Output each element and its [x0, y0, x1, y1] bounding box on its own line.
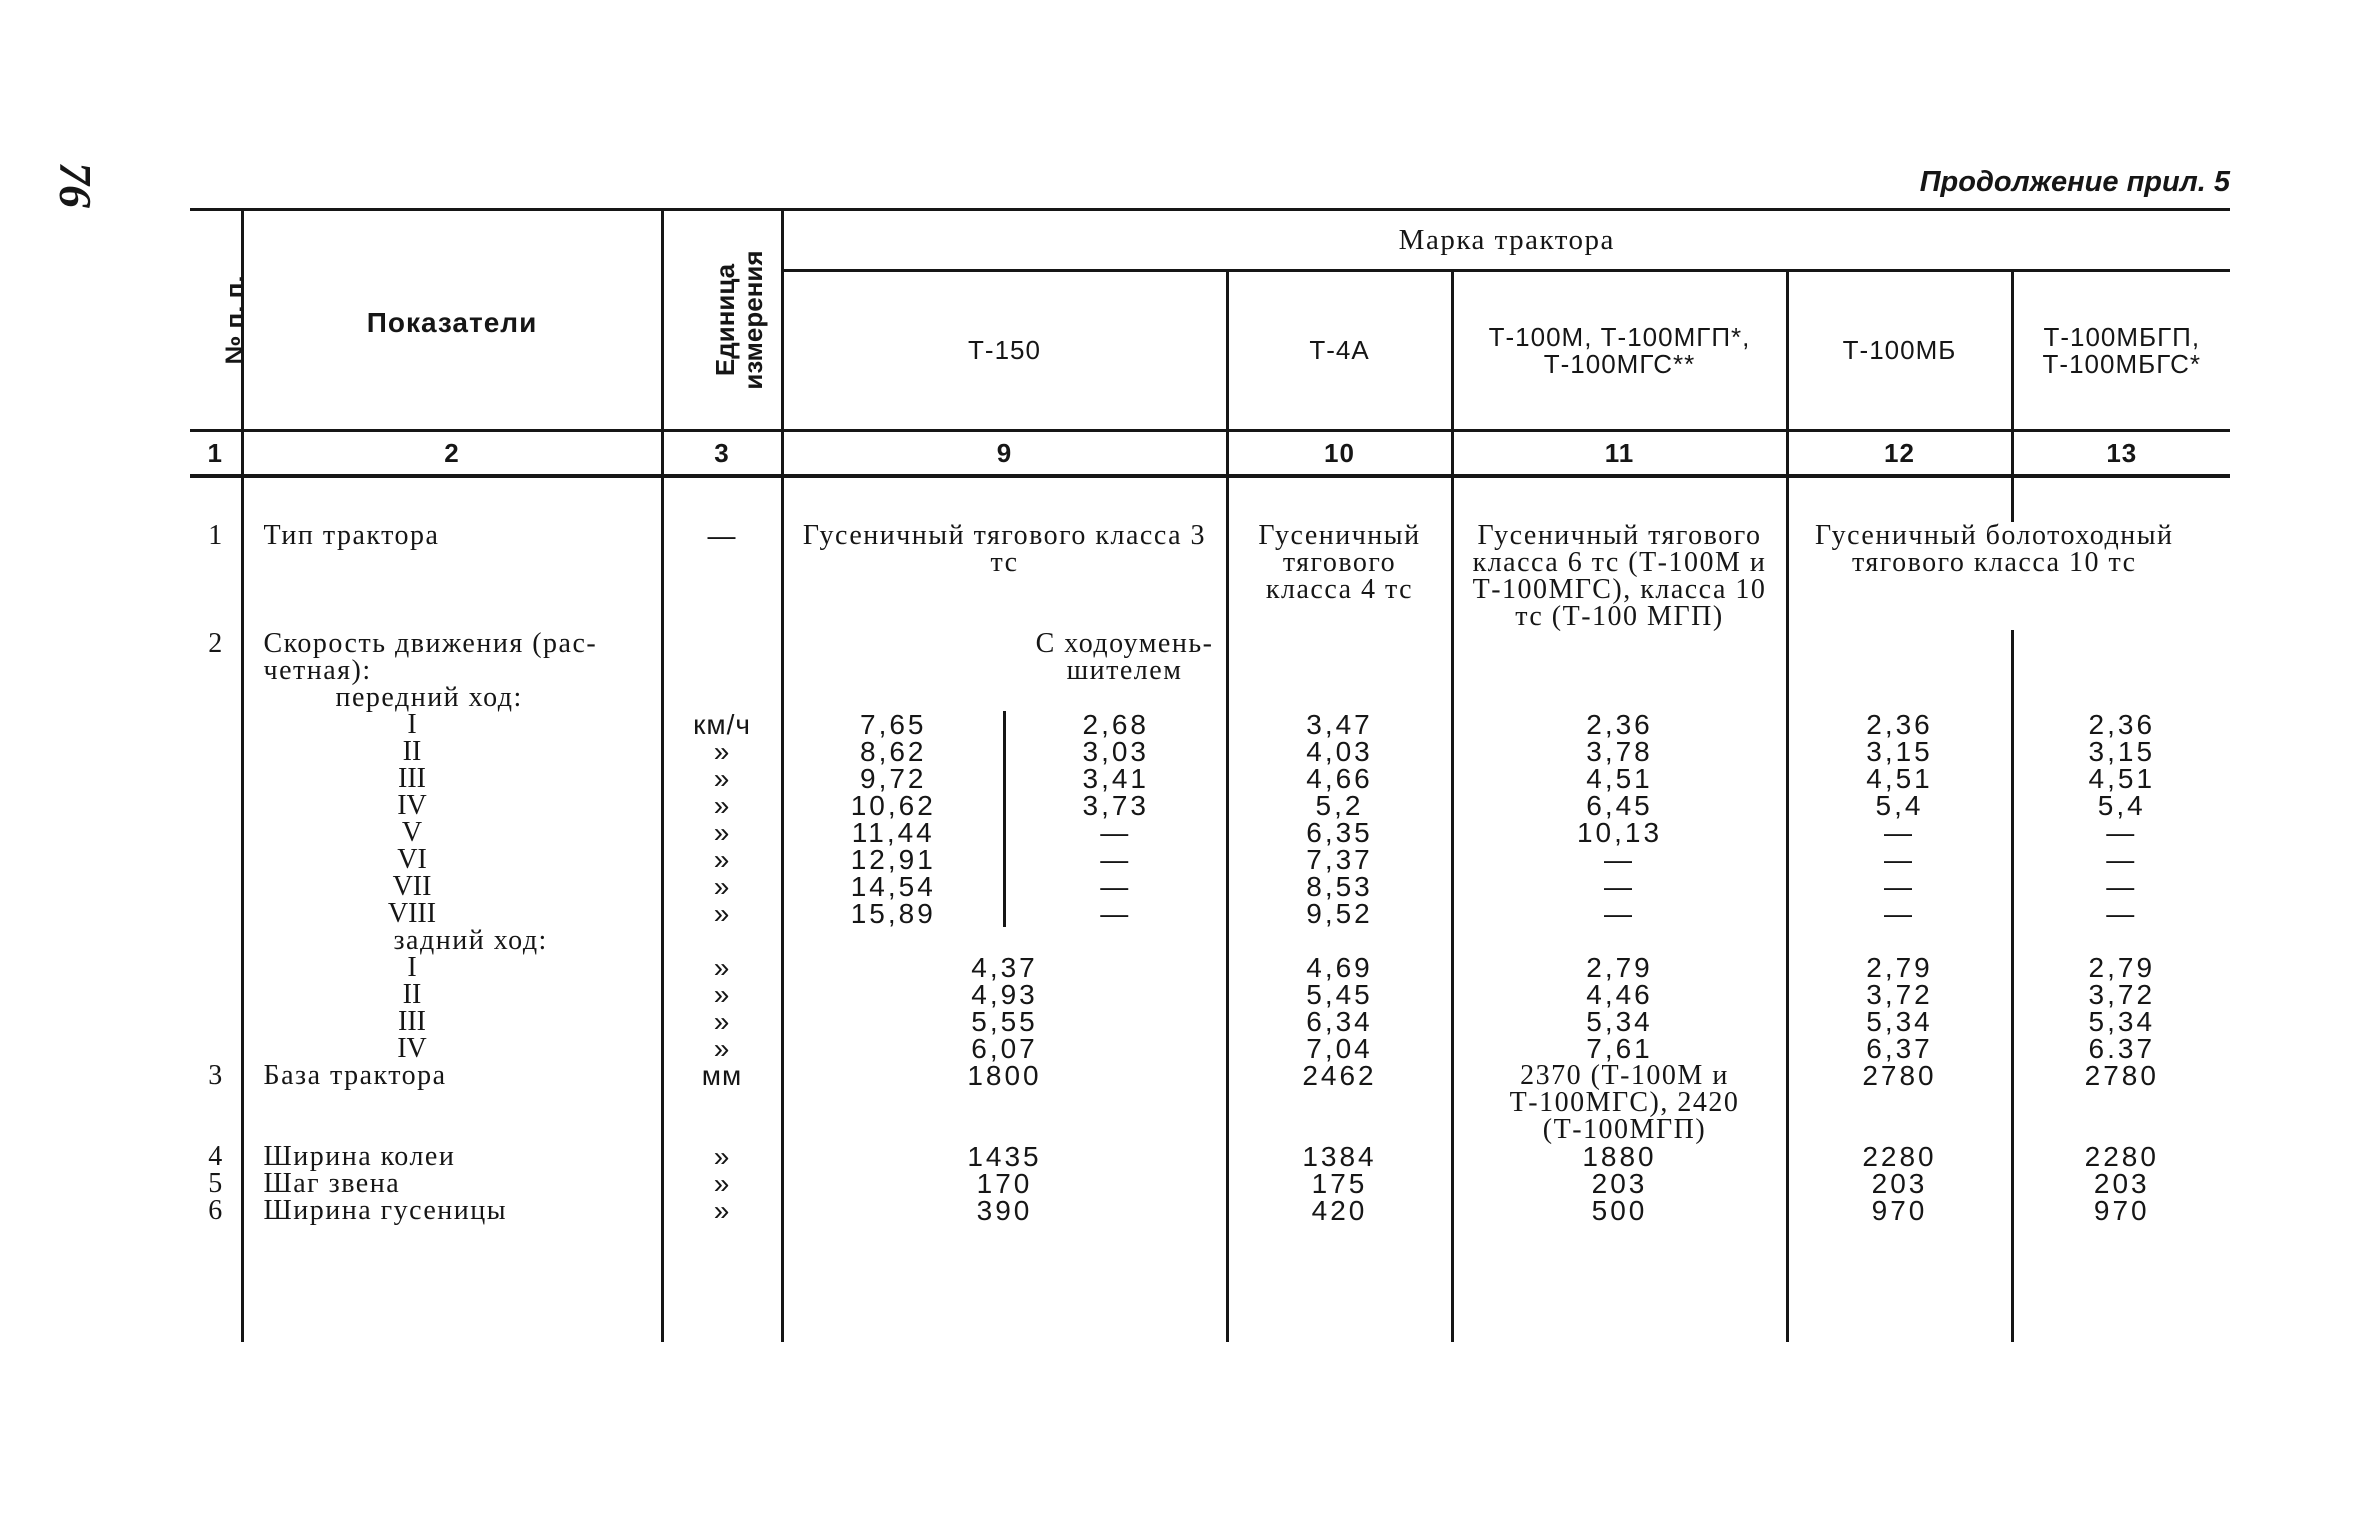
t100mb-value: 203	[1787, 1170, 2012, 1197]
indicator-label: Шаг звена	[242, 1170, 662, 1197]
t100mbgp-value: 5,4	[2012, 792, 2230, 819]
column-number: 9	[782, 431, 1227, 477]
t150-creeper-value: —	[1100, 844, 1132, 875]
t100m-value: 3,78	[1452, 738, 1787, 765]
page-number: 76	[50, 162, 101, 208]
gear-label: VII	[242, 873, 662, 900]
gear-label: I	[242, 954, 662, 981]
model-t150: Т-150	[782, 271, 1227, 431]
column-number: 11	[1452, 431, 1787, 477]
t100m-value: 2370 (Т-100М и Т-100МГС), 2420 (Т-100МГП)	[1452, 1062, 1787, 1143]
t100mbgp-value: 5,34	[2012, 1008, 2230, 1035]
unit-cell: »	[662, 1143, 782, 1170]
t150-creeper-value: —	[1100, 898, 1132, 929]
t150-creeper-value: 2,68	[1082, 709, 1149, 740]
t4a-value: 1384	[1227, 1143, 1452, 1170]
table-row	[190, 927, 2230, 954]
t100mbgp-value: 203	[2012, 1170, 2230, 1197]
gear-label: III	[242, 1008, 662, 1035]
unit-cell: »	[662, 819, 782, 846]
row-number: 5	[208, 1168, 223, 1199]
t100m-value: —	[1452, 873, 1787, 900]
t4a-value: 4,69	[1227, 954, 1452, 981]
table-row	[190, 1035, 2230, 1062]
unit-cell: »	[662, 792, 782, 819]
forward-label: передний ход:	[335, 682, 523, 713]
t150-value: 7,65	[784, 711, 1007, 738]
tractor-specs-table	[190, 208, 2230, 1342]
unit-cell: »	[662, 900, 782, 927]
unit-cell: »	[662, 846, 782, 873]
t100mbgp-value: 2280	[2012, 1143, 2230, 1170]
indicator-label	[242, 630, 662, 711]
model-t100mbgp: Т-100МБГП, Т-100МБГС*	[2012, 271, 2230, 431]
unit-cell: »	[662, 954, 782, 981]
t150-creeper-value: 3,41	[1082, 763, 1149, 794]
t4a-value: 5,2	[1227, 792, 1452, 819]
t100mb-value: —	[1787, 819, 2012, 846]
unit-cell: »	[662, 765, 782, 792]
t100mb-value: 5,4	[1787, 792, 2012, 819]
t4a-value: 420	[1227, 1197, 1452, 1224]
column-number: 1	[190, 431, 242, 477]
t100mb-value: 3,15	[1787, 738, 2012, 765]
t4a-value: 3,47	[1227, 711, 1452, 738]
column-number: 10	[1227, 431, 1452, 477]
t150-value: 12,91	[784, 846, 1007, 873]
t4a-value: 175	[1227, 1170, 1452, 1197]
table-row	[190, 954, 2230, 981]
column-number: 12	[1787, 431, 2012, 477]
t100m-value: 2,79	[1452, 954, 1787, 981]
t150-value: 4,93	[782, 981, 1227, 1008]
t4a-value: 6,34	[1227, 1008, 1452, 1035]
table-row	[190, 1170, 2230, 1197]
indicator-label: Ширина гусеницы	[242, 1197, 662, 1224]
t4a-value: 7,04	[1227, 1035, 1452, 1062]
table-row	[190, 1062, 2230, 1143]
type-t150: Гусеничный тягового класса 3 тс	[782, 522, 1227, 630]
t150-creeper-value: —	[1100, 817, 1132, 848]
model-t4a: Т-4А	[1227, 271, 1452, 431]
t100mbgp-value: 2780	[2012, 1062, 2230, 1143]
unit-cell: »	[662, 738, 782, 765]
t100mbgp-value: 2,79	[2012, 954, 2230, 981]
t150-value: 11,44	[784, 819, 1007, 846]
t100mb-value: 2780	[1787, 1062, 2012, 1143]
table-row	[190, 522, 2230, 630]
t150-value: 1800	[782, 1062, 1227, 1143]
table-row	[190, 1197, 2230, 1224]
t100m-value: 5,34	[1452, 1008, 1787, 1035]
table-row	[190, 1008, 2230, 1035]
t150-value: 6,07	[782, 1035, 1227, 1062]
gear-label: V	[242, 819, 662, 846]
unit-cell: »	[662, 873, 782, 900]
t100m-value: 1880	[1452, 1143, 1787, 1170]
table-row	[190, 711, 2230, 738]
t100m-value: 2,36	[1452, 711, 1787, 738]
table-row	[190, 981, 2230, 1008]
header-brand-title: Марка трактора	[782, 210, 2230, 271]
creeper-note-line1: С ходоумень-	[1035, 628, 1214, 659]
row-number: 2	[208, 628, 223, 659]
header-indicators: Показатели	[242, 210, 662, 431]
t100mb-value: 3,72	[1787, 981, 2012, 1008]
gear-label: II	[242, 981, 662, 1008]
table-row	[190, 792, 2230, 819]
t100m-value: 10,13	[1452, 819, 1787, 846]
t100mb-value: 4,51	[1787, 765, 2012, 792]
t150-creeper-value: —	[1100, 871, 1132, 902]
t100mb-value: 5,34	[1787, 1008, 2012, 1035]
indicator-label: Ширина колеи	[242, 1143, 662, 1170]
gear-label: I	[242, 711, 662, 738]
unit-cell: »	[662, 981, 782, 1008]
t4a-value: 4,66	[1227, 765, 1452, 792]
indicator-label: Тип трактора	[242, 522, 662, 630]
reverse-label: задний ход:	[242, 927, 662, 954]
gear-label: IV	[242, 792, 662, 819]
t100mb-value: 6,37	[1787, 1035, 2012, 1062]
t4a-value: 5,45	[1227, 981, 1452, 1008]
gear-label: II	[242, 738, 662, 765]
t150-creeper-value: 3,03	[1082, 736, 1149, 767]
header-number-column: № п. п.	[190, 210, 242, 431]
t100mbgp-value: 2,36	[2012, 711, 2230, 738]
t4a-value: 2462	[1227, 1062, 1452, 1143]
t100m-value: 4,51	[1452, 765, 1787, 792]
t4a-value: 4,03	[1227, 738, 1452, 765]
t100mbgp-value: 4,51	[2012, 765, 2230, 792]
column-number: 3	[662, 431, 782, 477]
t150-value: 8,62	[784, 738, 1007, 765]
t100mbgp-value: 3,72	[2012, 981, 2230, 1008]
type-t4a: Гусеничный тягового класса 4 тс	[1227, 522, 1452, 630]
t100m-value: —	[1452, 846, 1787, 873]
table-row	[190, 846, 2230, 873]
table-row	[190, 1143, 2230, 1170]
gear-label: IV	[242, 1035, 662, 1062]
t100mbgp-value: 3,15	[2012, 738, 2230, 765]
t4a-value: 8,53	[1227, 873, 1452, 900]
unit-cell: »	[662, 1008, 782, 1035]
column-number: 2	[242, 431, 662, 477]
t150-value: 15,89	[784, 900, 1007, 927]
row-number: 4	[208, 1141, 223, 1172]
t150-value: 390	[782, 1197, 1227, 1224]
t150-value: 1435	[782, 1143, 1227, 1170]
row-number: 3	[208, 1060, 223, 1091]
table-row	[190, 900, 2230, 927]
model-t100m: Т-100М, Т-100МГП*, Т-100МГС**	[1452, 271, 1787, 431]
t100m-value: —	[1452, 900, 1787, 927]
continuation-caption: Продолжение прил. 5	[1919, 166, 2230, 198]
t150-value: 5,55	[782, 1008, 1227, 1035]
unit-cell: »	[662, 1035, 782, 1062]
unit-cell: —	[662, 522, 782, 630]
table-row	[190, 819, 2230, 846]
t150-creeper-value: 3,73	[1082, 790, 1149, 821]
t100mbgp-value: —	[2012, 819, 2230, 846]
t150-value: 14,54	[784, 873, 1007, 900]
table-row	[190, 873, 2230, 900]
table-row	[190, 738, 2230, 765]
speed-label-line2: четная):	[263, 655, 372, 686]
type-t100m: Гусеничный тягового класса 6 тс (Т-100М и Т-100МГС), класса 10 тс (Т-100 МГП)	[1452, 522, 1787, 630]
unit-cell: км/ч	[662, 711, 782, 738]
t100mbgp-value: 970	[2012, 1197, 2230, 1224]
creeper-note-line2: шителем	[1066, 655, 1183, 686]
gear-label: VIII	[242, 900, 662, 927]
table-row	[190, 765, 2230, 792]
gear-label: VI	[242, 846, 662, 873]
row-number: 6	[208, 1195, 223, 1226]
row-number: 1	[208, 520, 223, 551]
table-row	[190, 630, 2230, 711]
unit-cell: »	[662, 1197, 782, 1224]
t100m-value: 500	[1452, 1197, 1787, 1224]
gear-label: III	[242, 765, 662, 792]
t100mb-value: —	[1787, 846, 2012, 873]
t100mb-value: 970	[1787, 1197, 2012, 1224]
t100mb-value: 2,36	[1787, 711, 2012, 738]
t4a-value: 7,37	[1227, 846, 1452, 873]
t100m-value: 203	[1452, 1170, 1787, 1197]
type-t100mb: Гусеничный болотоходный тягового класса 10 тс	[1787, 522, 2230, 630]
unit-cell: »	[662, 1170, 782, 1197]
unit-cell: мм	[662, 1062, 782, 1143]
t100mb-value: —	[1787, 900, 2012, 927]
model-t100mb: Т-100МБ	[1787, 271, 2012, 431]
t100mbgp-value: —	[2012, 846, 2230, 873]
t100mbgp-value: —	[2012, 873, 2230, 900]
t100mb-value: 2280	[1787, 1143, 2012, 1170]
t100mbgp-value: —	[2012, 900, 2230, 927]
t150-value: 170	[782, 1170, 1227, 1197]
t100m-value: 7,61	[1452, 1035, 1787, 1062]
t100m-value: 4,46	[1452, 981, 1787, 1008]
t100mbgp-value: 6.37	[2012, 1035, 2230, 1062]
t100m-value: 6,45	[1452, 792, 1787, 819]
t100mb-value: —	[1787, 873, 2012, 900]
t150-value: 4,37	[782, 954, 1227, 981]
t4a-value: 9,52	[1227, 900, 1452, 927]
t4a-value: 6,35	[1227, 819, 1452, 846]
column-number: 13	[2012, 431, 2230, 477]
t150-value: 10,62	[784, 792, 1007, 819]
header-unit-column: Единица измерения	[662, 210, 782, 431]
speed-label-line1: Скорость движения (рас-	[263, 628, 598, 659]
t100mb-value: 2,79	[1787, 954, 2012, 981]
indicator-label: База трактора	[242, 1062, 662, 1143]
t150-value: 9,72	[784, 765, 1007, 792]
